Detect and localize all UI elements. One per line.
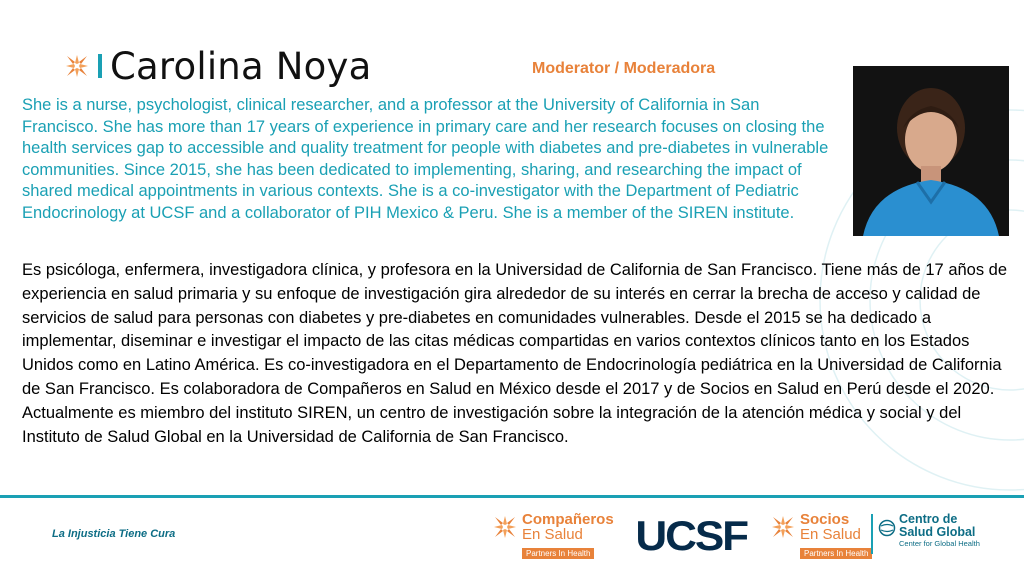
tagline: La Injusticia Tiene Cura: [52, 528, 176, 540]
companeros-sub: Partners In Health: [522, 548, 594, 559]
header: [64, 44, 371, 88]
speaker-name: Carolina Noya: [110, 44, 372, 88]
companeros-line1: Compañeros: [522, 511, 614, 528]
logo-separator: [871, 514, 873, 554]
globe-icon: [878, 519, 896, 537]
centro-salud-global-logo: [878, 513, 980, 549]
socios-line2: En Salud: [800, 526, 861, 543]
portrait-illustration: [853, 66, 1009, 236]
header-divider: [98, 54, 102, 78]
pih-star-icon: [492, 514, 518, 540]
csg-line2: Salud Global: [899, 525, 976, 539]
companeros-en-salud-logo: [492, 512, 614, 561]
csg-line1: Centro de: [899, 512, 958, 526]
csg-line3: Center for Global Health: [899, 539, 980, 548]
ucsf-logo: UCSF: [635, 512, 748, 559]
socios-line1: Socios: [800, 511, 850, 528]
footer-divider: [0, 495, 1024, 498]
companeros-line2: En Salud: [522, 526, 583, 543]
pih-star-icon: [770, 514, 796, 540]
socios-en-salud-logo: [770, 512, 872, 561]
pih-star-icon: [64, 53, 90, 79]
socios-sub: Partners In Health: [800, 548, 872, 559]
speaker-role: Moderator / Moderadora: [532, 60, 716, 77]
bio-spanish: Es psicóloga, enfermera, investigadora clínica, y profesora en la Universidad de California de San Francisco. Tiene más de 17 años de experiencia en salud primaria y su enfoque de investigación gira alrededor de su interés en cerrar la brecha de acceso y calidad de servicios de salud para personas con diabetes y pre-diabetes en comunidades vulnerables. Desde el 2015 se ha dedicado a implementar, diseminar e investigar el impacto de las citas médicas compartidas en varios contextos clínicos tanto en los Estados Unidos como en Latino América. Es co-investigadora en el Departamento de Endocrinología pediátrica en la Universidad de California de San Francisco. Es colaboradora de Compañeros en Salud en México desde el 2017 y de Socios en Salud en Perú desde el 2020. Actualmente es miembro del instituto SIREN, un centro de investigación sobre la integración de la atención médica y social y del Instituto de Salud Global en la Universidad de California de San Francisco.: [22, 261, 1008, 446]
portrait-photo: [853, 66, 1009, 236]
bio-english: She is a nurse, psychologist, clinical researcher, and a professor at the University of California in San Francisco. She has more than 17 years of experience in primary care and her research focuses on closing the health services gap to accessible and quality treatment for people with diabetes and pre-diabetes in vulnerable communities. Since 2015, she has been dedicated to implementing, sharing, and researching the impact of shared medical appointments in various contexts. She is a co-investigator with the Department of Pediatric Endocrinology at UCSF and a collaborator of PIH Mexico & Peru. She is a member of the SIREN institute.: [22, 96, 829, 222]
